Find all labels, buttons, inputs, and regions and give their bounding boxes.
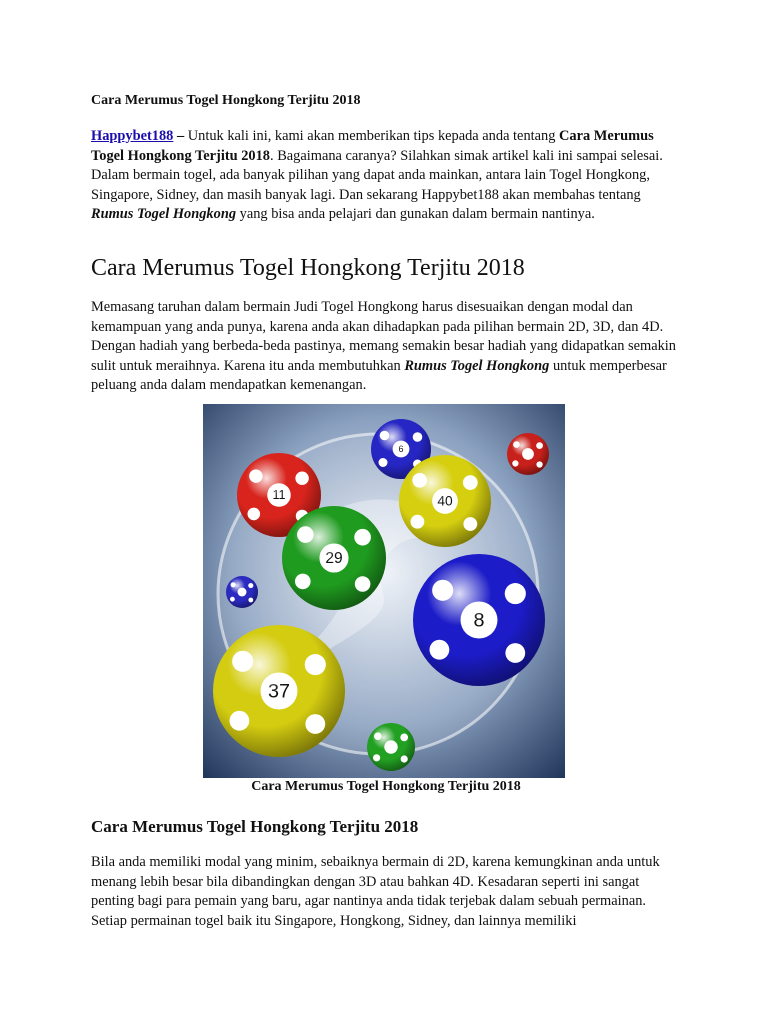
intro-text-a: Untuk kali ini, kami akan memberikan tips kepada anda tentang (187, 128, 560, 144)
body-paragraph-2: Bila anda memiliki modal yang minim, sebaiknya bermain di 2D, karena kemungkinan anda untuk menang lebih besar bila dibandingkan dengan 3D atau bahkan 4D. Kesadaran seperti ini sangat penting bagi para pemain yang baru, agar nantinya anda tidak terjebak dalam sebuah permainan. Setiap permainan togel baik itu Singapore, Hongkong, Sidney, dan lainnya memiliki (91, 854, 660, 929)
lottery-ball (367, 723, 415, 771)
lottery-ball (507, 433, 549, 475)
happybet188-link[interactable]: Happybet188 (91, 128, 174, 144)
lottery-ball (226, 576, 258, 608)
document-title: Cara Merumus Togel Hongkong Terjitu 2018 (91, 93, 361, 108)
intro-keyword: Rumus Togel Hongkong (91, 206, 237, 222)
section-heading: Cara Merumus Togel Hongkong Terjitu 2018 (91, 817, 419, 836)
intro-paragraph (91, 127, 681, 225)
lottery-ball (213, 625, 345, 757)
lottery-ball (282, 506, 386, 610)
body-paragraph-1 (91, 298, 681, 396)
intro-text-b: . Bagaimana caranya? Silahkan simak artikel kali ini sampai selesai. Dalam bermain togel, ada banyak pilihan yang dapat anda mainkan, antara lain Togel Hongkong, Singapore, Sidney, dan masih banyak lagi. Dan sekarang Happybet188 akan membahas tentang (91, 147, 663, 203)
intro-text-c: yang bisa anda pelajari dan gunakan dalam bermain nantinya. (236, 206, 595, 222)
lottery-balls-illustration (203, 404, 565, 778)
lottery-ball (399, 455, 491, 547)
main-heading: Cara Merumus Togel Hongkong Terjitu 2018 (91, 255, 525, 281)
para2-text-a: Memasang taruhan dalam bermain Judi Togel Hongkong harus disesuaikan dengan modal dan kemampuan yang anda punya, karena anda akan dihadapkan pada pilihan bermain 2D, 3D, dan 4D. Dengan hadiah yang berbeda-beda pastinya, memang semakin besar hadiah yang didapatkan semakin sulit untuk meraihnya. Karena itu anda membutuhkan (91, 299, 677, 374)
lottery-balls-image (203, 404, 565, 778)
intro-bold-title: Cara Merumus Togel Hongkong Terjitu 2018 (91, 128, 654, 164)
para2-keyword: Rumus Togel Hongkong (404, 357, 550, 374)
para2-text-b: untuk memperbesar peluang anda dalam mendapatkan kemenangan. (91, 357, 667, 393)
figure-caption: Cara Merumus Togel Hongkong Terjitu 2018 (251, 779, 521, 794)
intro-dash: – (173, 128, 188, 144)
lottery-ball (413, 554, 545, 686)
